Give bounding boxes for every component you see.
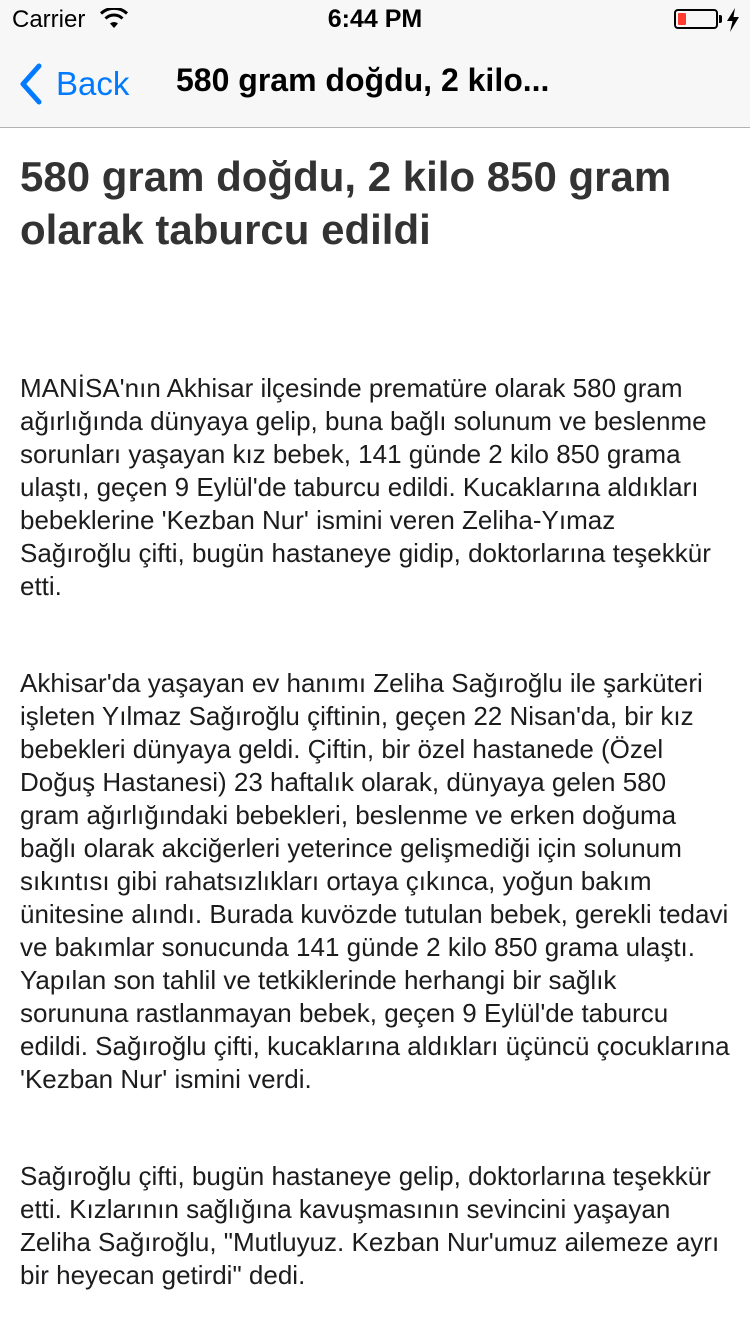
battery-cap [719,15,722,23]
article-paragraph: Sağıroğlu çifti, bugün hastaneye gelip, doktorlarına teşekkür etti. Kızlarının sağlığına kavuşmasının sevincini yaşayan Zeliha Sağıroğlu, "Mutluyuz. Kezban Nur'umuz ailemeze ayrı bir heyecan getirdi" dedi. [20,1161,720,1290]
back-button[interactable] [16,60,129,108]
charging-bolt-icon [726,8,740,32]
article-title: 580 gram doğdu, 2 kilo 850 gram olarak taburcu edildi [20,153,672,253]
article-content[interactable] [20,128,730,1334]
navigation-bar [0,40,750,128]
back-label: Back [56,65,130,102]
article-body [20,372,730,1292]
battery-icon [674,9,718,29]
chevron-left-icon [16,62,46,106]
carrier-label: Carrier [12,6,86,33]
status-time: 6:44 PM [327,5,423,33]
article-paragraph: MANİSA'nın Akhisar ilçesinde prematüre olarak 580 gram ağırlığında dünyaya gelip, buna bağlı solunum ve beslenme sorunları yaşayan kız bebek, 141 günde 2 kilo 850 grama ulaştı, geçen 9 Eylül'de taburcu edildi. Kucaklarına aldıkları bebeklerine 'Kezban Nur' ismini veren Zeliha-Yımaz Sağıroğlu çifti, bugün hastaneye gidip, doktorlarına teşekkür etti. [20,373,711,601]
status-bar [0,0,750,40]
article-paragraph: Akhisar'da yaşayan ev hanımı Zeliha Sağıroğlu ile şarküteri işleten Yılmaz Sağıroğlu çiftinin, geçen 22 Nisan'da, bir kız bebekleri dünyaya geldi. Çiftin, bir özel hastanede (Özel Doğuş Hastanesi) 23 haftalık olarak, dünyaya gelen 580 gram ağırlığındaki bebekleri, beslenme ve erken doğuma bağlı olarak akciğerleri yeterince gelişmediği için solunum sıkıntısı gibi rahatsızlıkları ortaya çıkınca, yoğun bakım ünitesine alındı. Burada kuvözde tutulan bebek, gerekli tedavi ve bakımlar sonucunda 141 günde 2 kilo 850 grama ulaştı. Yapılan son tahlil ve tetkiklerinde herhangi bir sağlık sorununa rastlanmayan bebek, geçen 9 Eylül'de taburcu edildi. Sağıroğlu çifti, kucaklarına aldıkları üçüncü çocuklarına 'Kezban Nur' ismini verdi. [20,668,730,1094]
battery-level [678,13,686,25]
nav-title: 580 gram doğdu, 2 kilo... [176,62,550,98]
